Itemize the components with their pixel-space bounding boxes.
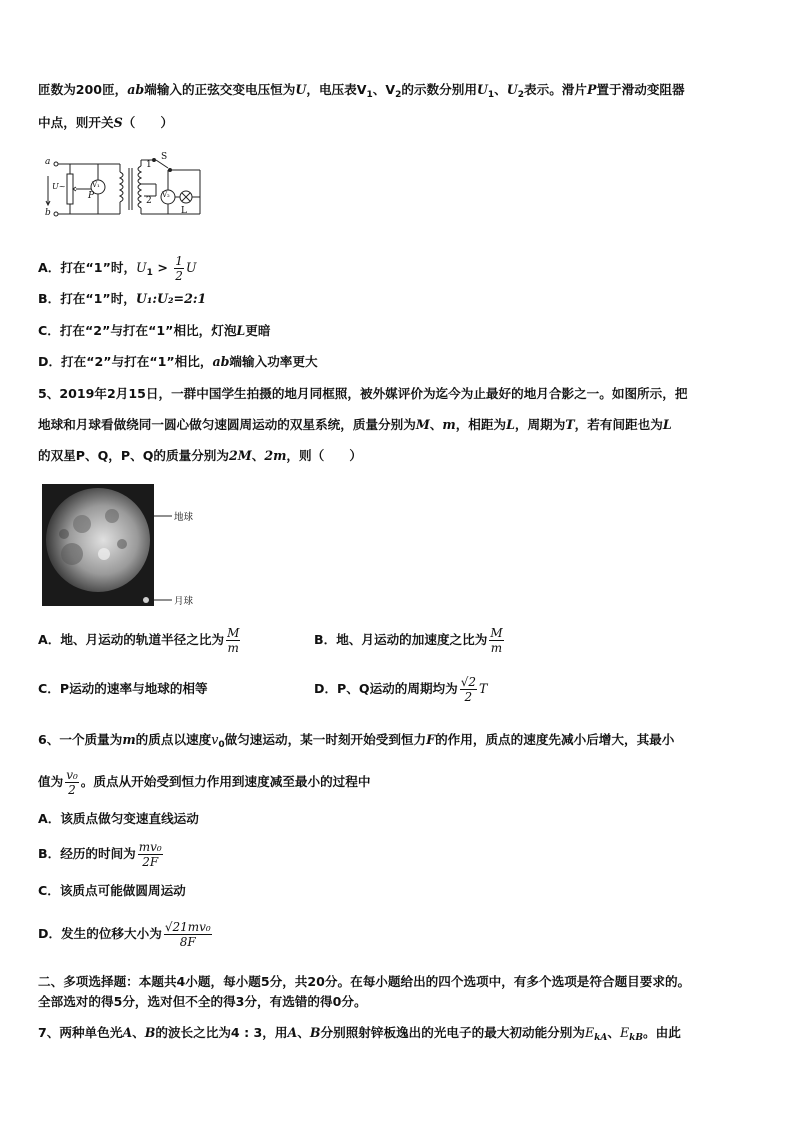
text: ，相距为 <box>455 417 507 432</box>
text: D．发生的位移大小为 <box>38 926 162 941</box>
q6-line-1 <box>38 731 674 754</box>
photo-pointer-lines <box>154 510 176 606</box>
text: 中点，则开关 <box>38 115 114 130</box>
text: 7、两种单色光 <box>38 1025 123 1040</box>
text: ，周期为 <box>514 417 566 432</box>
text: 做匀速运动，某一时刻开始受到恒力 <box>224 732 427 747</box>
subscript: 2 <box>395 90 402 100</box>
text: 、 <box>494 82 507 97</box>
math-U: U <box>185 260 197 275</box>
math-T: T <box>565 417 575 432</box>
math-B: B <box>309 1025 321 1040</box>
q4-option-a <box>38 254 197 283</box>
text: 的示数分别用 <box>401 82 477 97</box>
earth-moon-photo <box>42 484 154 606</box>
text: 。由此 <box>643 1025 681 1040</box>
q5-line-2 <box>38 416 672 434</box>
text: ，电压表V <box>306 82 367 97</box>
math-L: L <box>236 323 246 338</box>
q6-option-c <box>38 882 186 900</box>
text: 的作用，质点的速度先减小后增大，其最小 <box>435 732 675 747</box>
math-m: m <box>122 732 136 747</box>
fraction <box>65 768 79 797</box>
gt-sign: > <box>152 260 173 275</box>
math-S: S <box>113 115 123 130</box>
text: D．P、Q运动的周期均为 <box>314 681 458 696</box>
math-L: L <box>662 417 672 432</box>
math-U: U <box>295 82 307 97</box>
text: ，若有间距也为 <box>574 417 663 432</box>
text: 、 <box>607 1025 620 1040</box>
numerator: mv₀ <box>138 840 162 854</box>
text: 更暗 <box>245 323 271 338</box>
text: 、 <box>297 1025 310 1040</box>
text: C．该质点可能做圆周运动 <box>38 883 186 898</box>
label-L: L <box>181 206 187 216</box>
math-ab: ab <box>127 82 145 97</box>
q5-option-b <box>314 626 506 655</box>
label-1: 1 <box>146 160 152 170</box>
math-U1: U <box>136 260 147 275</box>
subscript: 1 <box>146 268 153 278</box>
text: 全部选对的得5分，选对但不全的得3分，有选错的得0分。 <box>38 994 367 1009</box>
label-b: b <box>45 208 51 218</box>
text: A．打在“1”时， <box>38 260 137 275</box>
label-V1: V₁ <box>92 181 100 189</box>
text: 置于滑动变阻器 <box>596 82 685 97</box>
text: 分别照射锌板逸出的光电子的最大初动能分别为 <box>320 1025 585 1040</box>
label-S: S <box>161 152 168 162</box>
math-L: L <box>506 417 515 432</box>
text: C．打在“2”与打在“1”相比，灯泡 <box>38 323 237 338</box>
text: 的双星P、Q，P、Q的质量分别为 <box>38 448 229 463</box>
fraction <box>226 626 240 655</box>
text: B．经历的时间为 <box>38 846 136 861</box>
fraction-half <box>174 254 184 283</box>
text: 5、2019年2月15日，一群中国学生拍摄的地月同框照，被外媒评价为迄今为止最好的地月合影之一。如图所示，把 <box>38 386 688 401</box>
q4-option-b <box>38 290 206 308</box>
label-2: 2 <box>146 196 152 206</box>
fraction <box>489 626 503 655</box>
text: 匝数为200匝， <box>38 82 128 97</box>
text: 表示。滑片 <box>524 82 587 97</box>
text: 。质点从开始受到恒力作用到速度减至最小的过程中 <box>80 774 371 789</box>
text: 、 <box>132 1025 145 1040</box>
math-2M: 2M <box>229 448 252 463</box>
q5-option-c <box>38 680 208 698</box>
label-V2: V₂ <box>162 191 170 199</box>
numerator: M <box>227 626 240 640</box>
q7-line-1 <box>38 1024 681 1047</box>
subscript: 1 <box>487 90 495 100</box>
denominator: 8F <box>179 935 196 949</box>
text: 的质点以速度 <box>135 732 212 747</box>
denominator: 2 <box>464 690 473 704</box>
math-v: v <box>211 732 219 747</box>
text: 6、一个质量为 <box>38 732 123 747</box>
label-moon: 月球 <box>174 596 194 607</box>
q4-option-d <box>38 353 318 371</box>
text: 、 <box>251 448 265 463</box>
subscript: 2 <box>517 90 524 100</box>
math-A: A <box>287 1025 298 1040</box>
math-A: A <box>122 1025 133 1040</box>
math-U2: U <box>506 82 518 97</box>
text: （ ） <box>122 115 174 130</box>
math-E: E <box>619 1025 630 1040</box>
text: 、V <box>372 82 396 97</box>
fraction <box>164 920 212 949</box>
math-T: T <box>479 681 488 696</box>
label-P: P <box>88 191 95 201</box>
q6-line-2 <box>38 768 370 797</box>
text: A．该质点做匀变速直线运动 <box>38 811 199 826</box>
fraction <box>138 840 163 869</box>
q5-option-d <box>314 675 487 704</box>
text: B．打在“1”时， <box>38 291 136 306</box>
subscript: kB <box>629 1033 644 1043</box>
math-U1: U <box>476 82 488 97</box>
moon-image <box>42 484 154 606</box>
numerator: √2 <box>460 675 477 689</box>
text: 的波长之比为4 : 3，用 <box>155 1025 288 1040</box>
text: 值为 <box>38 774 64 789</box>
q4-option-c <box>38 322 270 340</box>
text: D．打在“2”与打在“1”相比， <box>38 354 213 369</box>
q5-line-1 <box>38 385 687 403</box>
subscript: 1 <box>366 90 373 100</box>
q5-line-3 <box>38 447 362 465</box>
section-2-scoring <box>38 993 367 1011</box>
text: C．P运动的速率与地球的相等 <box>38 681 208 696</box>
math-m: m <box>442 417 456 432</box>
math-ab: ab <box>212 354 230 369</box>
text: 二、多项选择题：本题共4小题，每小题5分，共20分。在每小题给出的四个选项中，有多个选项是符合题目要求的。 <box>38 974 691 989</box>
subscript: kA <box>594 1033 608 1043</box>
denominator: m <box>227 641 239 655</box>
text: B．地、月运动的加速度之比为 <box>314 632 488 647</box>
text: 端输入功率更大 <box>229 354 318 369</box>
label-a: a <box>45 157 51 167</box>
denominator: 2F <box>142 855 159 869</box>
math-P: P <box>586 82 597 97</box>
numerator: v₀ <box>66 768 78 782</box>
numerator: 1 <box>175 254 183 268</box>
intro-line-2 <box>38 114 173 132</box>
text: 地球和月球看做绕同一圆心做匀速圆周运动的双星系统，质量分别为 <box>38 417 416 432</box>
math-M: M <box>415 417 430 432</box>
math-E: E <box>584 1025 595 1040</box>
text: A．地、月运动的轨道半径之比为 <box>38 632 225 647</box>
fraction <box>460 675 477 704</box>
q6-option-b <box>38 840 165 869</box>
denominator: m <box>490 641 503 655</box>
math-B: B <box>144 1025 156 1040</box>
math-2m: 2m <box>264 448 287 463</box>
denominator: 2 <box>175 269 183 283</box>
intro-line-1 <box>38 81 685 104</box>
numerator: √21mv₀ <box>164 920 211 934</box>
q6-option-d <box>38 920 214 949</box>
section-2-heading <box>38 973 690 991</box>
text: ，则（ ） <box>286 448 362 463</box>
q6-option-a <box>38 810 199 828</box>
label-U: U~ <box>52 182 66 191</box>
math-ratio: U₁:U₂=2:1 <box>135 291 207 306</box>
subscript: 0 <box>218 740 225 750</box>
math-F: F <box>426 732 436 747</box>
denominator: 2 <box>68 783 76 797</box>
label-earth: 地球 <box>174 512 194 523</box>
text: 端输入的正弦交变电压恒为 <box>144 82 296 97</box>
text: 、 <box>429 417 443 432</box>
circuit-diagram <box>40 152 210 224</box>
q5-option-a <box>38 626 242 655</box>
numerator: M <box>490 626 503 640</box>
